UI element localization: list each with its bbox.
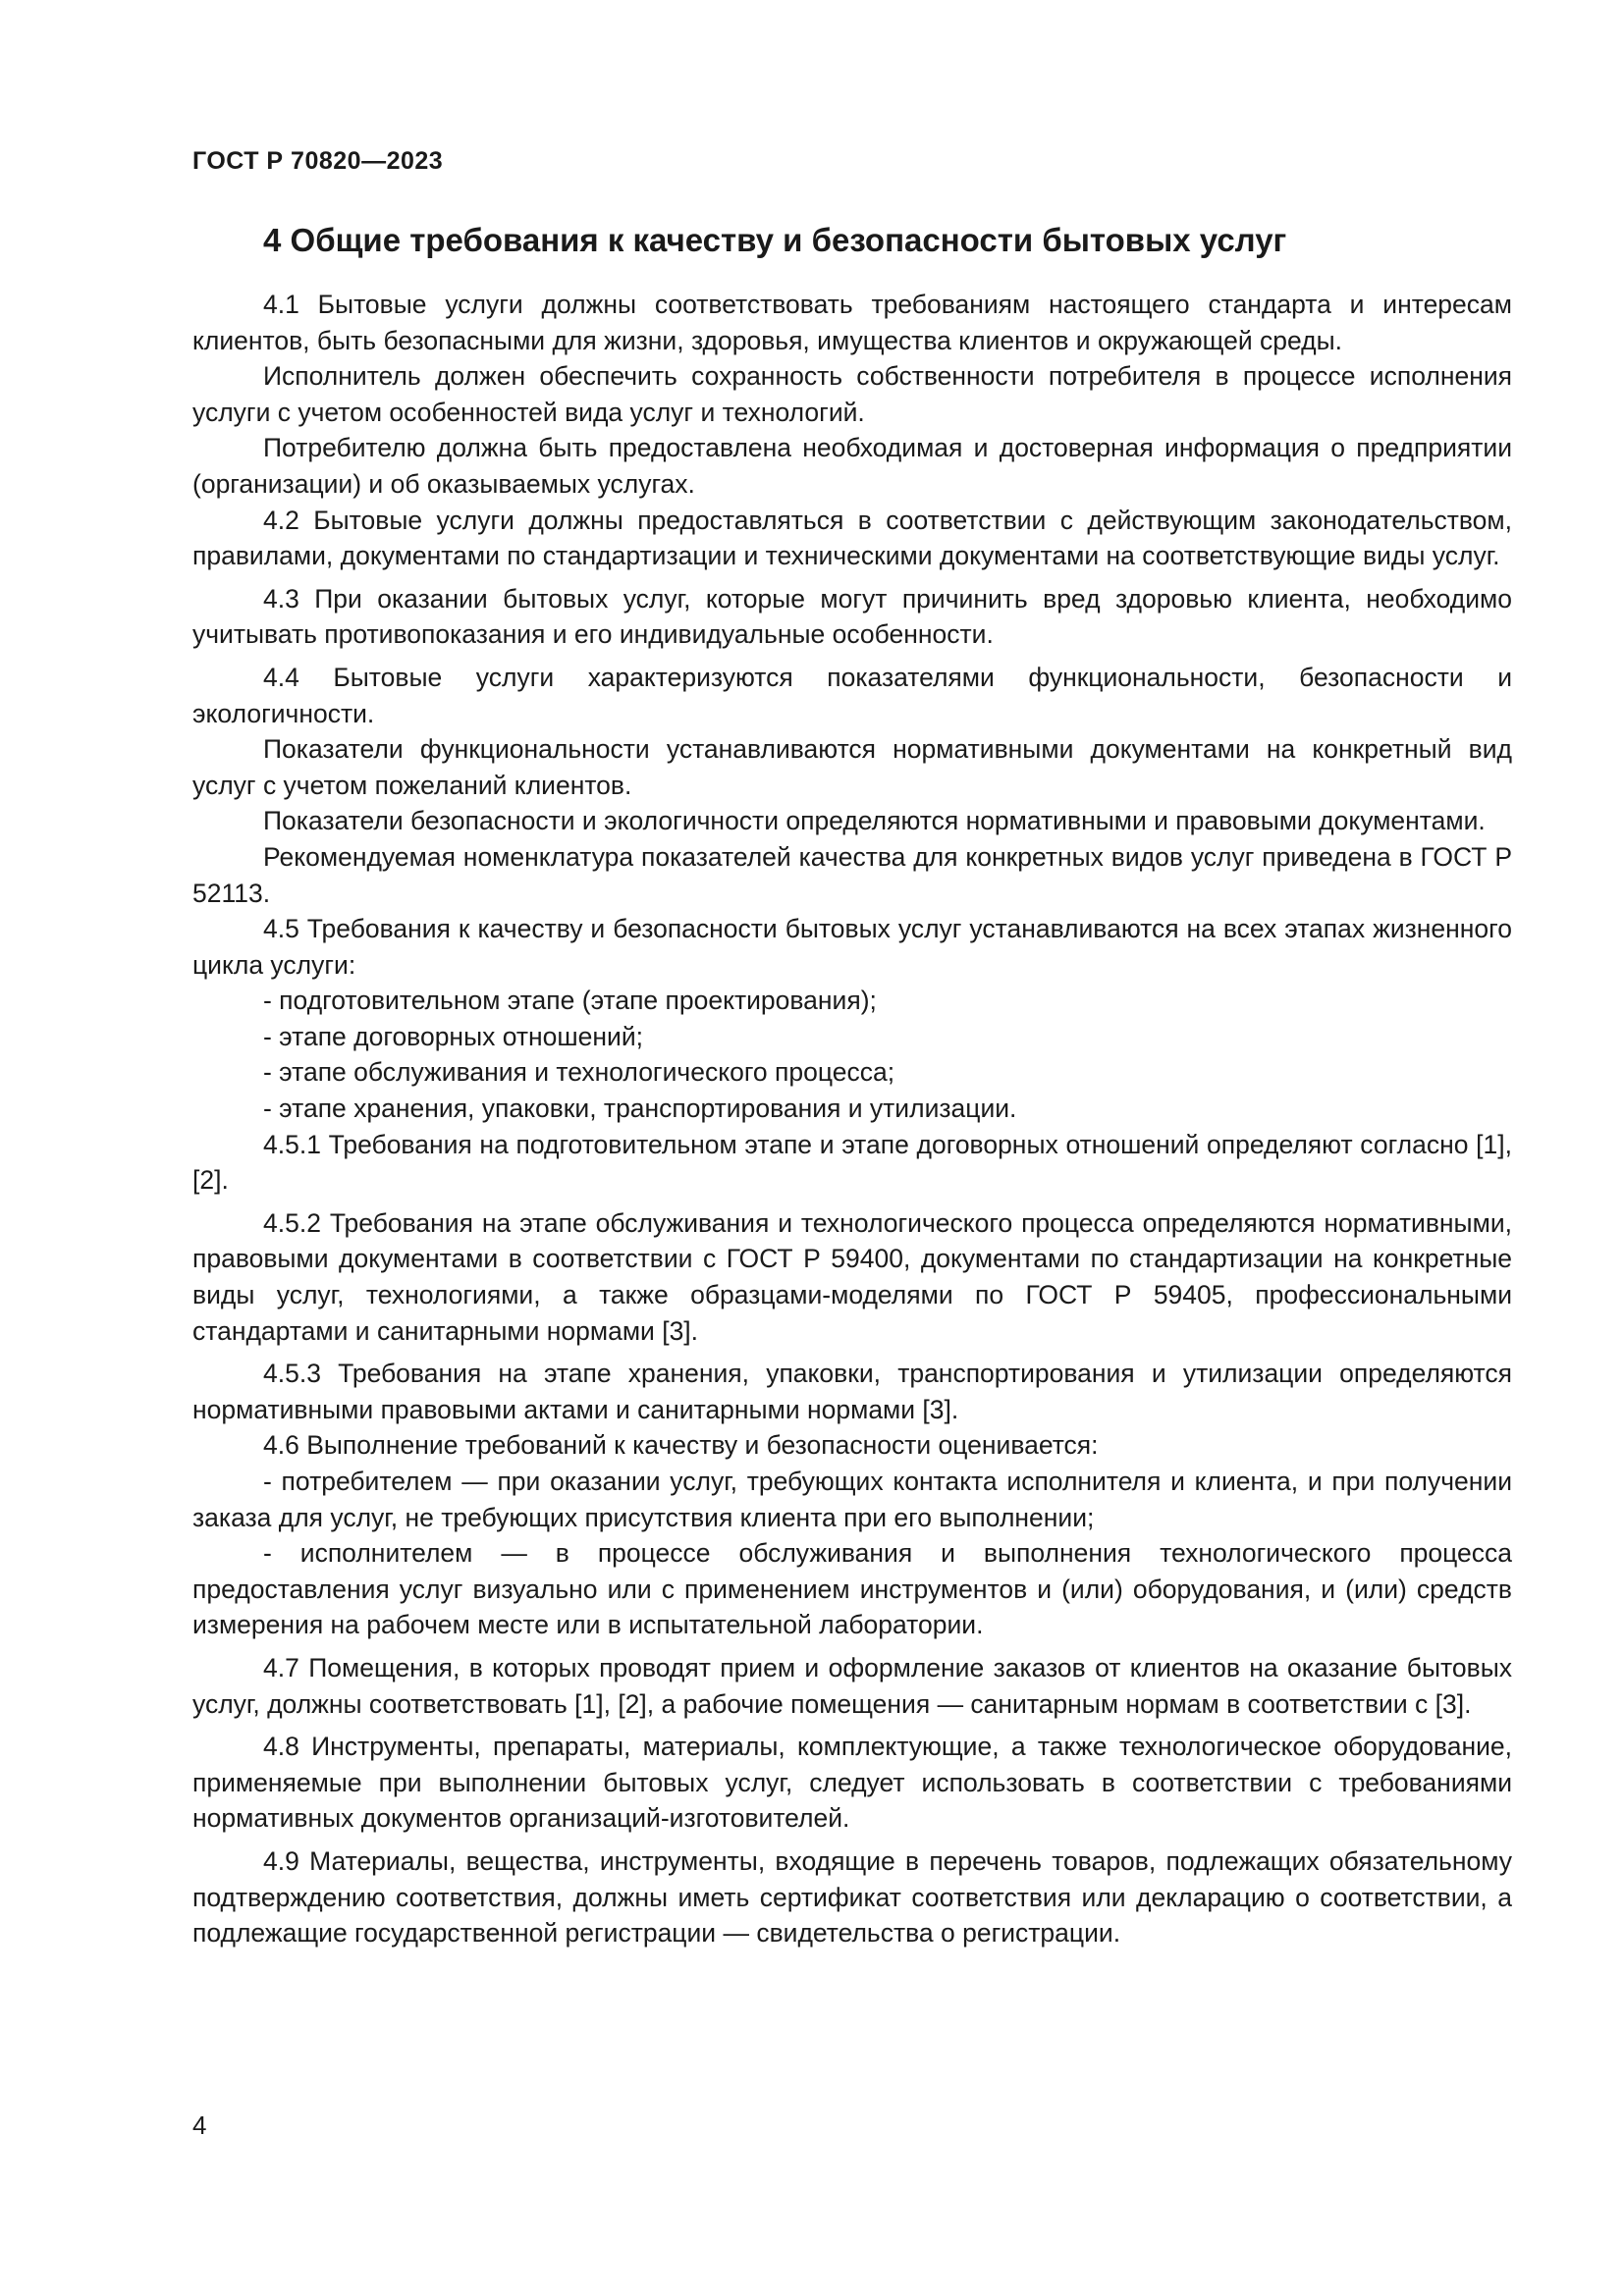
paragraph-4-1-information: Потребителю должна быть предоставлена необходимая и достоверная информация о предприятии (организации) и об оказываемых услугах. [192, 433, 1512, 499]
paragraph-4-5-1: 4.5.1 Требования на подготовительном этапе и этапе договорных отношений определяют согласно [1], [2]. [192, 1129, 1512, 1196]
list-item: - этапе обслуживания и технологического процесса; [263, 1057, 895, 1088]
page-number: 4 [192, 2110, 207, 2140]
paragraph-4-1: 4.1 Бытовые услуги должны соответствовать требованиям настоящего стандарта и интересам клиентов, быть безопасными для жизни, здоровья, имущества клиентов и окружающей среды. [192, 290, 1512, 355]
paragraph-4-6-consumer: - потребителем — при оказании услуг, требующих контакта исполнителя и клиента, и при получении заказа для услуг, не требующих присутствия клиента при его выполнении; [192, 1467, 1512, 1532]
paragraph-4-7: 4.7 Помещения, в которых проводят прием и оформление заказов от клиентов на оказание бытовых услуг, должны соответствовать [1], [2], а рабочие помещения — санитарным нормам в соответствии с [3]. [192, 1652, 1512, 1719]
paragraph-4-4-functionality: Показатели функциональности устанавливаются нормативными документами на конкретный вид услуг с учетом пожеланий клиентов. [192, 734, 1512, 800]
list-item: - этапе договорных отношений; [263, 1021, 643, 1051]
list-item: - этапе хранения, упаковки, транспортирования и утилизации. [263, 1094, 1017, 1124]
paragraph-4-4-nomenclature: Рекомендуемая номенклатура показателей качества для конкретных видов услуг приведена в ГОСТ Р 52113. [192, 841, 1512, 908]
paragraph-4-2: 4.2 Бытовые услуги должны предоставляться в соответствии с действующим законодательством, правилами, документами по стандартизации и техническими документами на соответствующие виды услуг. [192, 505, 1512, 571]
section-body [192, 287, 1512, 1951]
paragraph-4-6: 4.6 Выполнение требований к качеству и безопасности оценивается: [263, 1430, 1099, 1461]
paragraph-4-4-safety: Показатели безопасности и экологичности определяются нормативными и правовыми документами. [263, 806, 1486, 836]
paragraph-4-9: 4.9 Материалы, вещества, инструменты, входящие в перечень товаров, подлежащих обязательному подтверждению соответствия, должны иметь сертификат соответствия или декларацию о соответствии, а подлежащие государственной регистрации — свидетельства о регистрации. [192, 1845, 1512, 1949]
paragraph-4-8: 4.8 Инструменты, препараты, материалы, комплектующие, а также технологическое оборудование, применяемые при выполнении бытовых услуг, следует использовать в соответствии с требованиями нормативных документов организаций-изготовителей. [192, 1732, 1512, 1834]
paragraph-4-4: 4.4 Бытовые услуги характеризуются показателями функциональности, безопасности и экологичности. [192, 662, 1512, 728]
paragraph-4-1-executor: Исполнитель должен обеспечить сохранность собственности потребителя в процессе исполнения услуги с учетом особенностей вида услуг и технологий. [192, 361, 1512, 427]
paragraph-4-5-3: 4.5.3 Требования на этапе хранения, упаковки, транспортирования и утилизации определяются нормативными правовыми актами и санитарными нормами [3]. [192, 1359, 1512, 1424]
paragraph-4-6-executor: - исполнителем — в процессе обслуживания и выполнения технологического процесса предоставления услуг визуально или с применением инструментов и (или) оборудования, и (или) средств измерения на рабочем месте или в испытательной лаборатории. [192, 1538, 1512, 1640]
paragraph-4-5: 4.5 Требования к качеству и безопасности бытовых услуг устанавливаются на всех этапах жизненного цикла услуги: [192, 914, 1512, 980]
list-item: - подготовительном этапе (этапе проектирования); [263, 986, 877, 1016]
paragraph-4-3: 4.3 При оказании бытовых услуг, которые могут причинить вред здоровью клиента, необходимо учитывать противопоказания и его индивидуальные особенности. [192, 583, 1512, 650]
section-title: 4 Общие требования к качеству и безопасности бытовых услуг [263, 222, 1287, 258]
standard-code-header: ГОСТ Р 70820—2023 [192, 147, 444, 175]
paragraph-4-5-2: 4.5.2 Требования на этапе обслуживания и технологического процесса определяются нормативными, правовыми документами в соответствии с ГОСТ Р 59400, документами по стандартизации на конкретные виды услуг, технологиями, а также образцами-моделями по ГОСТ Р 59405, профессиональными стандартами и санитарными нормами [3]. [192, 1207, 1512, 1346]
